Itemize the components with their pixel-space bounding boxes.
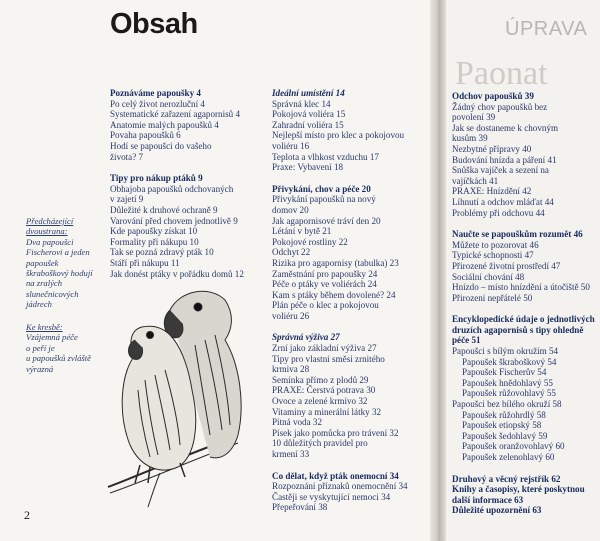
- toc-entry: Hnízdo – místo hnízdění a útočiště 50: [452, 282, 590, 293]
- toc-entry: PRAXE: Čerstvá potrava 30: [272, 385, 376, 396]
- toc-entry: Přirozené životní prostředí 47: [452, 260, 561, 271]
- toc-entry: 10 důležitých pravidel pro: [272, 438, 368, 449]
- side-note-line: jádrech: [26, 299, 52, 310]
- toc-entry: Tak se pozná zdravý pták 10: [110, 247, 214, 258]
- toc-section-heading: péče 51: [452, 335, 481, 346]
- toc-entry: Odchyt 22: [272, 247, 311, 258]
- toc-section-heading: Odchov papoušků 39: [452, 91, 534, 101]
- toc-entry: Přepeřování 38: [272, 502, 328, 513]
- toc-entry: Přirození nepřátelé 50: [452, 292, 533, 303]
- side-note-line: Předcházející: [26, 216, 74, 226]
- toc-entry: Systematické zařazení agapornisů 4: [110, 109, 241, 120]
- section-gap: [452, 463, 600, 474]
- toc-column-1: [110, 88, 265, 279]
- toc-column-2: [272, 88, 432, 513]
- toc-entry: Povaha papoušků 6: [110, 130, 181, 141]
- toc-entry: Nejlepší místo pro klec a pokojovou: [272, 130, 405, 141]
- toc-entry: Důležité k druhové ochraně 9: [110, 204, 218, 215]
- toc-entry: Praxe: Vybavení 18: [272, 162, 344, 173]
- toc-entry: Problémy při odchovu 44: [452, 207, 545, 218]
- side-note-line: o peří je: [26, 342, 55, 353]
- toc-section-heading: další informace 63: [452, 494, 524, 505]
- toc-section-heading: Naučte se papouškům rozumět 46: [452, 229, 583, 240]
- side-note-line: slunečnicových: [26, 288, 79, 299]
- side-note-drawing: [26, 322, 101, 374]
- toc-entry: Rozpoznání příznaků onemocnění 34: [272, 481, 408, 492]
- toc-entry: Obhajoba papoušků odchovaných: [110, 183, 234, 194]
- side-note-line: Vzájemná péče: [26, 332, 78, 343]
- toc-entry: krmení 33: [272, 449, 310, 459]
- section-gap: [272, 460, 432, 471]
- toc-section-heading: Důležité upozornění 63: [452, 505, 542, 516]
- toc-section-heading: Ideální umístění 14: [272, 88, 345, 98]
- toc-entry: Můžete to pozorovat 46: [452, 239, 539, 250]
- side-note-line: papoušek: [26, 257, 59, 268]
- toc-entry: Pokojové rostliny 22: [272, 236, 348, 247]
- toc-entry: Papoušci bez bílého okruží 58: [452, 399, 562, 410]
- toc-entry: Hodí se papoušci do vašeho: [110, 140, 212, 151]
- toc-entry: Sociální chování 48: [452, 271, 525, 282]
- toc-entry: Budování hnízda a páření 41: [452, 154, 557, 165]
- toc-entry: Kam s ptáky během dovolené? 24: [272, 289, 396, 300]
- ghost-heading: ÚPRAVA: [505, 18, 588, 40]
- toc-entry: Jak donést ptáky v pořádku domů 12: [110, 268, 244, 279]
- toc-entry: Stáří při nákupu 11: [110, 257, 180, 268]
- toc-entry: Péče o ptáky ve voliérách 24: [272, 279, 377, 290]
- toc-entry: v zajetí 9: [110, 194, 144, 205]
- toc-section-heading: Knihy a časopisy, které poskytnou: [452, 484, 585, 495]
- toc-entry: kusům 39: [452, 133, 488, 144]
- section-gap: [452, 303, 600, 314]
- front-bird-eye: [147, 332, 154, 339]
- toc-entry: krmiva 28: [272, 364, 310, 375]
- toc-entry: PRAXE: Hnízdění 42: [452, 186, 532, 197]
- toc-section-heading: Správná výživa 27: [272, 332, 340, 343]
- section-gap: [272, 173, 432, 184]
- toc-entry: Rizika pro agapornisy (tabulka) 23: [272, 257, 399, 268]
- toc-entry: Líhnutí a odchov mláďat 44: [452, 196, 554, 207]
- toc-section-heading: Encyklopedické údaje o jednotlivých: [452, 314, 595, 325]
- toc-subentry: Papoušek etiopský 58: [462, 420, 542, 431]
- toc-subentry: Papoušek růžovohlavý 55: [462, 388, 556, 399]
- toc-entry: Jak se dostaneme k chovným: [452, 122, 559, 133]
- side-note-line: na zralých: [26, 278, 63, 289]
- toc-entry: Pitná voda 32: [272, 417, 323, 428]
- toc-section-heading: druzích agapornisů s tipy ohledně: [452, 324, 584, 335]
- side-note-line: škraboškový hodují: [26, 268, 93, 279]
- section-gap: [272, 321, 432, 332]
- toc-entry: Vitaminy a minerální látky 32: [272, 406, 382, 417]
- toc-entry: Teplota a vlhkost vzduchu 17: [272, 151, 379, 162]
- toc-subentry: Papoušek škraboškový 54: [462, 356, 557, 367]
- toc-entry: povolení 39: [452, 112, 496, 123]
- toc-column-3: [452, 91, 600, 516]
- section-gap: [110, 162, 265, 173]
- back-bird-eye: [194, 303, 202, 311]
- toc-entry: Varování před chovem jednotlivě 9: [110, 215, 238, 226]
- side-note-line: Dva papoušci: [26, 236, 74, 247]
- ghost-heading-2: Paonat: [455, 55, 548, 92]
- toc-entry: Nezbytné přípravy 40: [452, 143, 532, 154]
- toc-entry: vajíčkách 41: [452, 175, 499, 186]
- side-note-line: výrazná: [26, 363, 54, 374]
- toc-entry: Zaměstnání pro papoušky 24: [272, 268, 378, 279]
- side-note-line: u papoušků zvláště: [26, 353, 91, 364]
- toc-entry: Zrní jako základní výživa 27: [272, 343, 377, 354]
- book-gutter: [430, 0, 446, 541]
- toc-section-heading: Přivykání, chov a péče 20: [272, 183, 371, 194]
- toc-entry: Ovoce a zelené krmivo 32: [272, 396, 368, 407]
- side-note-previous-spread: [26, 216, 101, 310]
- toc-entry: Semínka přímo z plodů 29: [272, 374, 369, 385]
- toc-entry: Zahradní voliéra 15: [272, 119, 344, 130]
- side-note-line: Fischerovi a jeden: [26, 247, 90, 258]
- toc-entry: Papoušci s bílým okružím 54: [452, 346, 559, 357]
- toc-entry: Plán péče o klec a pokojovou: [272, 300, 379, 311]
- toc-entry: Snůška vajíček a sezení na: [452, 165, 549, 176]
- toc-entry: Anatomie malých papoušků 4: [110, 119, 219, 130]
- toc-entry: Jak agapornisové tráví den 20: [272, 215, 381, 226]
- lovebirds-illustration: [100, 285, 260, 515]
- page-number: 2: [24, 508, 30, 522]
- toc-entry: života? 7: [110, 151, 144, 162]
- toc-entry: Písek jako pomůcka pro trávení 32: [272, 427, 399, 438]
- toc-entry: voliéru 26: [272, 310, 310, 321]
- toc-subentry: Papoušek zelenohlavý 60: [462, 452, 555, 462]
- toc-subentry: Papoušek šedohlavý 59: [462, 430, 548, 441]
- page-title: Obsah: [110, 8, 198, 40]
- toc-entry: Správná klec 14: [272, 98, 331, 109]
- toc-entry: voliéru 16: [272, 140, 310, 151]
- toc-entry: Létání v bytě 21: [272, 226, 332, 237]
- toc-entry: Častěji se vyskytující nemoci 34: [272, 491, 391, 502]
- section-gap: [452, 218, 600, 229]
- toc-subentry: Papoušek oranžovohlavý 60: [462, 441, 565, 452]
- side-note-line: Ke kresbě:: [26, 322, 63, 332]
- toc-entry: Typické schopnosti 47: [452, 250, 534, 261]
- toc-entry: Kde papoušky získat 10: [110, 226, 198, 237]
- toc-entry: Tipy pro vlastní směsi zrnitého: [272, 353, 385, 364]
- toc-section-heading: Tipy pro nákup ptáků 9: [110, 173, 203, 184]
- toc-entry: Žádný chov papoušků bez: [452, 101, 548, 112]
- toc-entry: domov 20: [272, 204, 309, 215]
- toc-entry: Formality při nákupu 10: [110, 236, 199, 247]
- toc-section-heading: Co dělat, když pták onemocní 34: [272, 470, 399, 481]
- side-note-line: dvoustrana:: [26, 226, 68, 237]
- toc-entry: Přivykání papoušků na nový: [272, 194, 376, 205]
- toc-entry: Pokojová voliéra 15: [272, 109, 346, 120]
- toc-section-heading: Druhový a věcný rejstřík 62: [452, 473, 561, 484]
- toc-subentry: Papoušek růžohrdlý 58: [462, 409, 546, 420]
- toc-entry: Po celý život nerozluční 4: [110, 98, 205, 109]
- toc-subentry: Papoušek Fischerův 54: [462, 367, 547, 378]
- toc-subentry: Papoušek hnědohlavý 55: [462, 377, 553, 388]
- toc-section-heading: Poznáváme papoušky 4: [110, 88, 201, 98]
